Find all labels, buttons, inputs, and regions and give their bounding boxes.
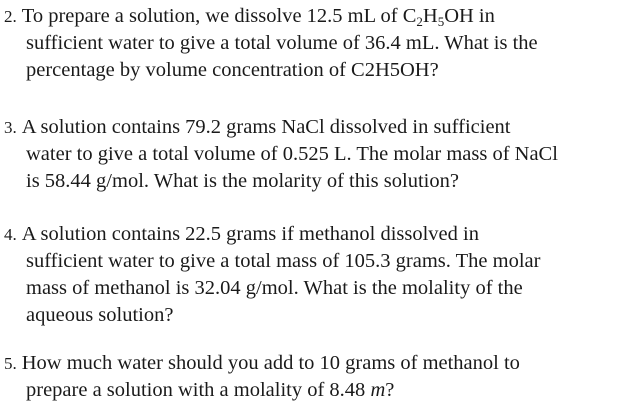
question-5-line-2: prepare a solution with a molality of 8.48 m? [26,379,395,401]
question-2 [4,3,619,84]
question-3-line-1: 3. A solution contains 79.2 grams NaCl dissolved in sufficient [4,114,619,141]
question-3-line-2: water to give a total volume of 0.525 L. The molar mass of NaCl [26,143,558,165]
question-3 [4,114,619,195]
question-4-line-4: aqueous solution? [26,304,174,326]
question-2-line-2: sufficient water to give a total volume of 36.4 mL. What is the [26,32,538,54]
question-4-line-2: sufficient water to give a total mass of 105.3 grams. The molar [26,250,541,272]
question-5 [4,350,619,404]
question-number: 4. [4,225,17,244]
question-number: 5. [4,354,17,373]
question-5-line-1: 5. How much water should you add to 10 grams of methanol to [4,350,619,377]
question-number: 2. [4,7,17,26]
question-number: 3. [4,118,17,137]
question-3-line-3: is 58.44 g/mol. What is the molarity of this solution? [26,170,459,192]
question-4 [4,221,619,329]
question-4-line-1: 4. A solution contains 22.5 grams if methanol dissolved in [4,221,619,248]
question-4-line-3: mass of methanol is 32.04 g/mol. What is the molality of the [26,277,523,299]
question-2-line-3: percentage by volume concentration of C2H5OH? [26,59,439,81]
question-2-line-1: 2. To prepare a solution, we dissolve 12.5 mL of $C_2H_5OH$ in [4,5,495,29]
molality-unit: m [370,379,386,401]
